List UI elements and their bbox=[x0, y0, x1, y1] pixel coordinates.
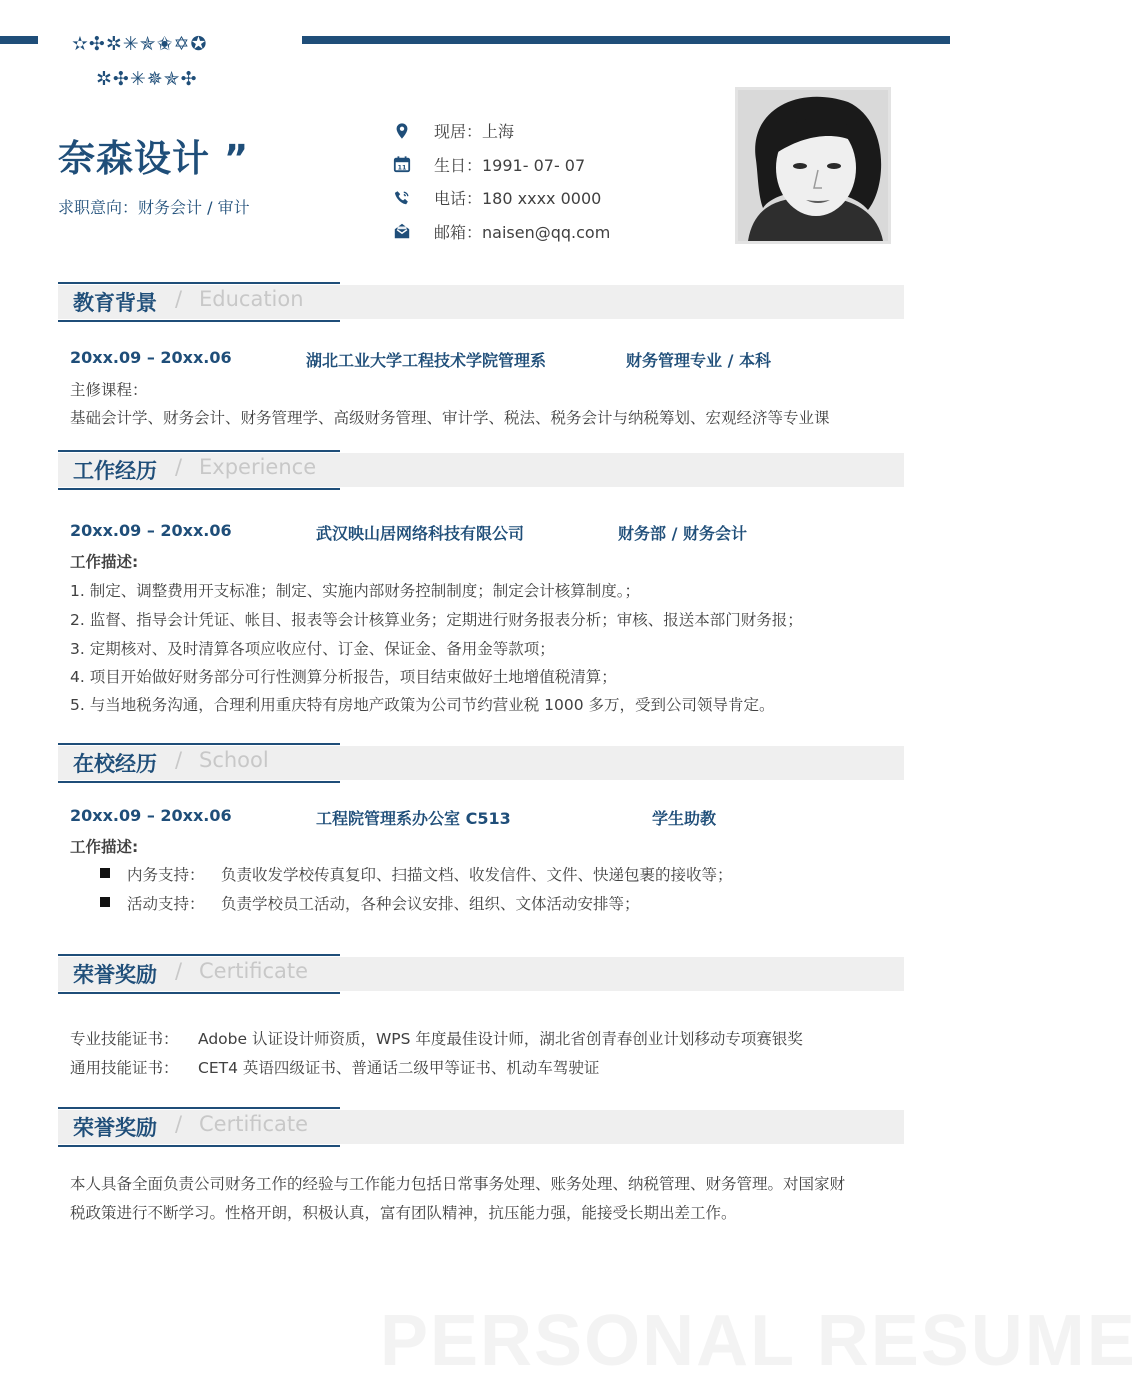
watermark-text: PERSONAL RESUME bbox=[380, 1301, 1137, 1381]
experience-date: 20xx.09 – 20xx.06 bbox=[70, 521, 232, 540]
honor-text: CET4 英语四级证书、普通话二级甲等证书、机动车驾驶证 bbox=[198, 1059, 600, 1077]
experience-item: 4. 项目开始做好财务部分可行性测算分析报告，项目结束做好土地增值税清算； bbox=[70, 668, 617, 686]
experience-item: 2. 监督、指导会计凭证、帐目、报表等会计核算业务；定期进行财务报表分析；审核、报送本部门财务报； bbox=[70, 611, 803, 629]
section-header-school bbox=[58, 743, 904, 783]
section-rule-top bbox=[58, 954, 340, 956]
contact-list bbox=[392, 114, 610, 248]
section-rule-top bbox=[58, 282, 340, 284]
square-bullet-icon bbox=[100, 897, 110, 907]
experience-desc-label: 工作描述: bbox=[70, 553, 139, 571]
experience-company: 武汉映山居网络科技有限公司 bbox=[316, 524, 525, 543]
section-rule-top bbox=[58, 450, 340, 452]
header-bar-right bbox=[302, 36, 950, 44]
mail-icon bbox=[392, 221, 412, 241]
experience-item: 3. 定期核对、及时清算各项应收应付、订金、保证金、备用金等款项； bbox=[70, 640, 555, 658]
contact-phone-text: 电话：180 xxxx 0000 bbox=[434, 189, 602, 209]
contact-phone bbox=[392, 181, 610, 215]
school-item-label: 内务支持： bbox=[127, 866, 205, 884]
svg-text:11: 11 bbox=[397, 164, 407, 172]
section-band bbox=[58, 957, 904, 991]
experience-role: 财务部 / 财务会计 bbox=[618, 524, 747, 543]
honor-label: 专业技能证书： bbox=[70, 1030, 179, 1048]
square-bullet-icon bbox=[100, 868, 110, 878]
experience-item: 1. 制定、调整费用开支标准；制定、实施内部财务控制制度；制定会计核算制度。； bbox=[70, 582, 640, 600]
section-title: 荣誉奖励 bbox=[73, 1116, 157, 1140]
school-item-label: 活动支持： bbox=[127, 895, 205, 913]
evaluation-line: 税政策进行不断学习。性格开朗，积极认真，富有团队精神，抗压能力强，能接受长期出差工作。 bbox=[70, 1204, 737, 1222]
section-rule-top bbox=[58, 743, 340, 745]
location-pin-icon bbox=[392, 121, 412, 141]
section-band bbox=[58, 1110, 904, 1144]
honor-text: Adobe 认证设计师资质，WPS 年度最佳设计师，湖北省创青春创业计划移动专项赛银奖 bbox=[198, 1030, 803, 1048]
section-title: 工作经历 bbox=[73, 459, 157, 483]
contact-birthday-text: 生日：1991- 07- 07 bbox=[434, 155, 586, 175]
contact-email bbox=[392, 215, 610, 249]
section-rule-bottom bbox=[58, 781, 340, 783]
section-header-experience bbox=[58, 450, 904, 490]
section-rule-top bbox=[58, 1107, 340, 1109]
section-rule-bottom bbox=[58, 320, 340, 322]
header-bar-left bbox=[0, 36, 38, 44]
section-rule-bottom bbox=[58, 992, 340, 994]
section-title-en: Certificate bbox=[199, 959, 309, 983]
school-date: 20xx.09 – 20xx.06 bbox=[70, 806, 232, 825]
section-title-en: Experience bbox=[199, 455, 317, 479]
decorative-stars-row-2: ✲✣✳✵✯✣ bbox=[96, 68, 198, 90]
job-intent: 求职意向：财务会计 / 审计 bbox=[58, 198, 250, 217]
calendar-icon bbox=[392, 154, 412, 174]
section-title-en: Certificate bbox=[199, 1112, 309, 1136]
section-header-evaluation bbox=[58, 1107, 904, 1147]
section-title: 在校经历 bbox=[73, 752, 157, 776]
evaluation-line: 本人具备全面负责公司财务工作的经验与工作能力包括日常事务处理、账务处理、纳税管理、财务管理。对国家财 bbox=[70, 1175, 846, 1193]
education-date: 20xx.09 – 20xx.06 bbox=[70, 348, 232, 367]
section-title: 教育背景 bbox=[73, 291, 157, 315]
decorative-stars-row-1: ✫✣✲✳✯✬✡✪ bbox=[72, 33, 208, 55]
section-title-en: Education bbox=[199, 287, 304, 311]
honor-label: 通用技能证书： bbox=[70, 1059, 179, 1077]
section-rule-bottom bbox=[58, 488, 340, 490]
education-major: 财务管理专业 / 本科 bbox=[626, 351, 771, 370]
contact-birthday bbox=[392, 148, 610, 182]
school-item-text: 负责收发学校传真复印、扫描文档、收发信件、文件、快递包裹的接收等； bbox=[221, 866, 733, 884]
section-header-education bbox=[58, 282, 904, 322]
education-courses: 基础会计学、财务会计、财务管理学、高级财务管理、审计学、税法、税务会计与纳税筹划、宏观经济等专业课 bbox=[70, 409, 830, 427]
school-place: 工程院管理系办公室 C513 bbox=[316, 809, 511, 828]
section-band bbox=[58, 453, 904, 487]
section-band bbox=[58, 746, 904, 780]
section-separator: / bbox=[175, 1112, 183, 1136]
section-separator: / bbox=[175, 455, 183, 479]
contact-email-text: 邮箱：naisen@qq.com bbox=[434, 222, 611, 242]
candidate-name: 奈森设计 ” bbox=[58, 137, 250, 180]
section-rule-bottom bbox=[58, 1145, 340, 1147]
contact-location-text: 现居：上海 bbox=[434, 122, 515, 142]
school-item-text: 负责学校员工活动，各种会议安排、组织、文体活动安排等； bbox=[221, 895, 640, 913]
section-title: 荣誉奖励 bbox=[73, 963, 157, 987]
profile-photo bbox=[735, 87, 891, 244]
school-role: 学生助教 bbox=[652, 809, 717, 828]
section-band bbox=[58, 285, 904, 319]
section-separator: / bbox=[175, 959, 183, 983]
section-header-honors bbox=[58, 954, 904, 994]
education-school: 湖北工业大学工程技术学院管理系 bbox=[306, 351, 547, 370]
education-courses-label: 主修课程： bbox=[70, 381, 148, 399]
section-title-en: School bbox=[199, 748, 269, 772]
section-separator: / bbox=[175, 748, 183, 772]
section-separator: / bbox=[175, 287, 183, 311]
school-desc-label: 工作描述: bbox=[70, 838, 139, 856]
experience-item: 5. 与当地税务沟通，合理利用重庆特有房地产政策为公司节约营业税 1000 多万，受到公司领导肯定。 bbox=[70, 696, 775, 714]
contact-location bbox=[392, 114, 610, 148]
phone-icon bbox=[392, 188, 412, 208]
